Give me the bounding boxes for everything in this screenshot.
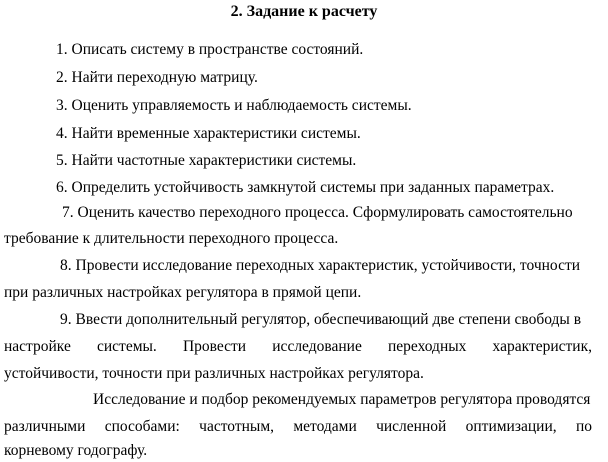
closing-line-3: корневому годографу. xyxy=(4,442,148,459)
task-item-8-line-2: при различных настройках регулятора в прямой цепи. xyxy=(4,284,362,301)
task-item-7-line-1: 7. Оценить качество переходного процесса. Сформулировать самостоятельно xyxy=(62,204,573,221)
task-item-5: 5. Найти частотные характеристики системы. xyxy=(56,152,357,169)
task-item-3: 3. Оценить управляемость и наблюдаемость системы. xyxy=(56,97,412,114)
section-heading: 2. Задание к расчету xyxy=(230,3,378,20)
task-item-9-line-1: 9. Ввести дополнительный регулятор, обеспечивающий две степени свободы в xyxy=(60,311,582,328)
task-item-2: 2. Найти переходную матрицу. xyxy=(56,69,258,86)
task-item-9-line-2: настройке системы. Провести исследование переходных характеристик, xyxy=(4,338,592,355)
task-item-1: 1. Описать систему в пространстве состояний. xyxy=(56,41,364,58)
task-item-4: 4. Найти временные характеристики системы. xyxy=(56,125,361,142)
closing-line-1: Исследование и подбор рекомендуемых параметров регулятора проводятся xyxy=(93,391,591,408)
task-item-8-line-1: 8. Провести исследование переходных характеристик, устойчивости, точности xyxy=(60,257,581,274)
task-item-6: 6. Определить устойчивость замкнутой системы при заданных параметрах. xyxy=(56,179,555,196)
task-item-9-line-3: устойчивости, точности при различных настройках регулятора. xyxy=(4,365,424,382)
task-item-7-line-2: требование к длительности переходного процесса. xyxy=(4,230,339,247)
closing-line-2: различными способами: частотным, методами численной оптимизации, по xyxy=(4,418,592,435)
